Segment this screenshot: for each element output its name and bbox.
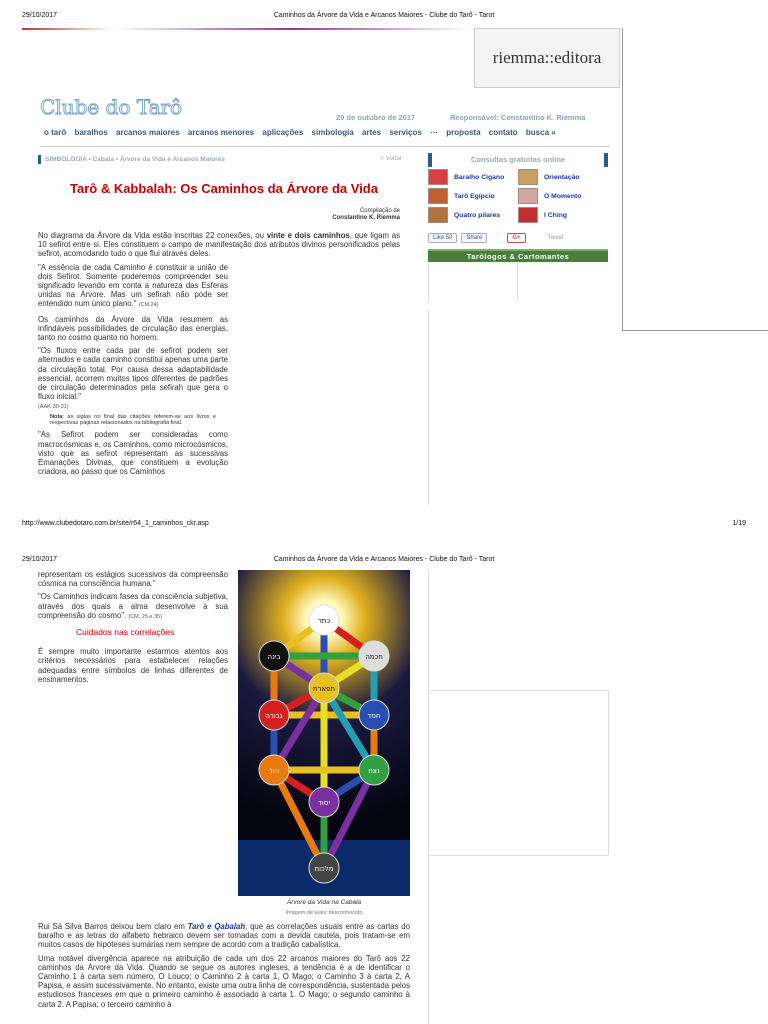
article-body-page2 [38, 570, 228, 688]
site-header [40, 95, 610, 122]
riemma-editora-ad[interactable] [474, 28, 620, 88]
iching-icon [518, 207, 538, 223]
sidebar-column-rule [428, 310, 429, 505]
ad-brand: riemma::editora [492, 48, 602, 67]
breadcrumb-marker [38, 155, 41, 164]
sidebar [428, 153, 608, 302]
consultas-title: Consultas gratuitas online [470, 155, 566, 164]
right-frame-bottom [622, 330, 768, 331]
article-body-page2-full [38, 922, 410, 1013]
nav-item-simbologia[interactable]: simbologia [311, 128, 354, 137]
header-responsavel: Responsável: Constantino K. Riemma [450, 113, 586, 122]
social-buttons [428, 233, 608, 243]
header-marker-left [428, 153, 432, 167]
nav-item-more[interactable]: ··· [430, 128, 439, 137]
tree-of-life-image [238, 570, 410, 896]
consulta-label: Baralho Cigano [454, 173, 505, 181]
sefirah-label: נצח [368, 767, 380, 775]
consulta-orientacao[interactable] [518, 169, 608, 185]
paragraph-4 [38, 922, 410, 950]
header-date: 29 de outubro de 2017 [336, 113, 416, 122]
moment-icon [518, 188, 538, 204]
print-date-2: 29/10/2017 [22, 556, 58, 563]
quote-4-ref: (CM, 25 e 35) [128, 613, 162, 620]
taro-e-qabalah-link[interactable]: Tarô e Qabalah [187, 922, 246, 931]
quote-2 [38, 346, 228, 412]
nav-item-contato[interactable]: contato [488, 128, 518, 137]
consulta-label: Quatro pilares [454, 211, 501, 219]
paragraph-intro [38, 231, 400, 259]
paragraph-3: É sempre muito importante estarmos atentos aos critérios necessários para estabelecer relações adequadas entre símbolos de linhas diferentes de ensinamentos. [38, 647, 228, 684]
nav-item-arcanos-menores[interactable]: arcanos menores [187, 128, 255, 137]
header-marker-right [604, 153, 608, 167]
egyptian-card-icon [428, 188, 448, 204]
right-frame-line [622, 28, 623, 330]
sidebar-separator-2 [428, 855, 608, 856]
nav-item-servicos[interactable]: serviços [389, 128, 422, 137]
image-caption: Árvore da Vida na Cabala [286, 899, 362, 906]
ad-divider [517, 262, 518, 300]
intro-text-c: , que ligam as 10 sefirot entre si. Eles constituem o campo de manifestação dos atributos divinos personificados pelas sefirot, acomodando tudo o que flui através deles. [38, 231, 400, 259]
quote-2-text: "Os fluxos entre cada par de sefirot podem ser alternados e cada caminho constitui apenas uma parte da circulação total. Por causa dessa adaptabilidade essencial, ocorrem muitos tipos diferentes de padrões de circulação determinados pela sefirah que gera o fluxo inicial." [38, 346, 228, 402]
back-link[interactable]: < voltar [380, 155, 402, 162]
note-label: Nota [50, 413, 63, 420]
consulta-label: Orientação [544, 173, 580, 181]
paragraph-2: Os caminhos da Árvore da Vida resumem as infindáveis possibilidades de circulação das energias, tanto no cosmo quanto no homem. [38, 314, 228, 343]
breadcrumb [38, 155, 410, 165]
nav-item-proposta[interactable]: proposta [446, 128, 481, 137]
nav-item-baralhos[interactable]: baralhos [74, 128, 108, 137]
consulta-quatro-pilares[interactable] [428, 207, 518, 223]
consulta-i-ching[interactable] [518, 207, 608, 223]
quote-4-text: "Os Caminhos indicam fases da consciência subjetiva, através dos quais a alma desenvolve a sua compreensão do cosmo". [38, 592, 228, 620]
nav-divider [40, 146, 610, 147]
consulta-label: Tarô Egípcio [454, 192, 495, 200]
consultas-grid [428, 169, 608, 223]
sefirah-label: מלכות [314, 865, 334, 873]
nav-item-artes[interactable]: artes [362, 128, 382, 137]
tweet-button[interactable]: Tweet [547, 235, 564, 241]
nav-item-aplicacoes[interactable]: aplicações [262, 128, 304, 137]
main-nav [44, 128, 562, 137]
compilation-author: Constantino K. Riemma [332, 215, 400, 221]
sidebar-right-rule [608, 690, 609, 855]
tarologos-header: Tarólogos & Cartomantes [428, 249, 608, 262]
compilation-label: Compilação de [359, 208, 400, 214]
sefirah-label: גבורה [265, 712, 283, 720]
heart-card-icon [428, 169, 448, 185]
tarot-figure-icon [518, 169, 538, 185]
pillars-icon [428, 207, 448, 223]
facebook-like-button[interactable]: Like 50 [428, 233, 457, 243]
sidebar-column-rule-2 [428, 570, 429, 1024]
consultas-header [428, 153, 608, 167]
print-date: 29/10/2017 [22, 12, 58, 19]
consulta-label: O Momento [544, 192, 582, 200]
intro-text-bold: vinte e dois caminhos [266, 231, 350, 240]
consulta-label: I Ching [544, 211, 568, 219]
note-text: : as siglas no final das citações referem-se aos livros e respectivas páginas relacionados na bibliografia final. [50, 413, 216, 427]
sefirah-label: יסוד [318, 799, 330, 807]
sefirah-label: חכמה [365, 653, 383, 661]
consulta-o-momento[interactable] [518, 188, 608, 204]
quote-2-ref: (AAK-30-31) [38, 404, 69, 411]
print-title-2: Caminhos da Árvore da Vida e Arcanos Maiores - Clube do Tarô - Tarot [273, 556, 495, 563]
tarologos-ads [428, 262, 608, 302]
print-title: Caminhos da Árvore da Vida e Arcanos Maiores - Clube do Tarô - Tarot [273, 12, 495, 19]
article-title: Tarô & Kabbalah: Os Caminhos da Árvore da Vida [70, 181, 378, 196]
google-plus-button[interactable]: G+ [507, 233, 525, 243]
compilation-credit [250, 208, 400, 222]
sefirah-label: הוד [268, 767, 280, 775]
print-url: http://www.clubedotaro.com.br/site/r64_1_caminhos_ckr.asp [22, 520, 209, 527]
nav-item-o-taro[interactable]: o tarô [44, 128, 67, 137]
sefirah-label: חסד [367, 712, 381, 720]
note [50, 414, 216, 427]
print-page-number: 1/19 [732, 520, 746, 527]
quote-1 [38, 263, 228, 311]
p4-text-b: , que as correlações usuais entre as cartas do baralho e as letras do alfabeto hebraico devem ser tomadas com a devida cautela, pois tratam-se em muitos casos de hipóteses sumárias nem sempre de acordo com a tradição cabalística. [38, 922, 410, 950]
site-logo[interactable]: Clube do Tarô [40, 95, 183, 119]
consulta-taro-egipcio[interactable] [428, 188, 518, 204]
article-body-page1 [38, 231, 400, 480]
quote-3-continued: representam os estágios sucessivos da compreensão cósmica na consciência humana." [38, 570, 228, 589]
quote-3: "As Sefirot podem ser consideradas como macrocósmicas e, os Caminhos, como microcósmicos, visto que as sefirot representam as sucessivas Emanações Divinas, que constituem a evolução criadora, ao passo que os Caminhos [38, 430, 228, 477]
facebook-share-button[interactable]: Share [461, 233, 487, 243]
nav-item-arcanos-maiores[interactable]: arcanos maiores [116, 128, 180, 137]
sidebar-separator-1 [428, 690, 608, 691]
quote-4 [38, 592, 228, 622]
header-accent-line [22, 28, 472, 30]
intro-text-a: No diagrama da Árvore da Vida estão inscritas 22 conexões, ou [38, 231, 267, 240]
quote-1-text: "A essência de cada Caminho é constituir a união de dois Sefirot. Somente poderemos compreender seu significado levando em conta a natureza das Esferas unidas na Árvore. Mas um sefirah não pode ser entendido num único plano." [38, 262, 228, 309]
breadcrumb-path[interactable]: SIMBOLOGIA • Cabala • Árvore da Vida e Arcanos Maiores [45, 156, 225, 164]
image-credit: Imagem de autor desconhecido [285, 910, 363, 916]
sefirah-label: תפארת [312, 685, 336, 693]
p4-text-a: Rui Sá Silva Barros deixou bem claro em [38, 922, 188, 931]
tree-of-life-svg [238, 570, 410, 896]
paragraph-5: Uma notável divergência aparece na atribuição de cada um dos 22 arcanos maiores do Tarô aos 22 caminhos da Árvore da Vida. Quando se segue os autores ingleses, a tendência é a de identificar o Caminho 1 à carta sem número, O Louco; o Caminho 2 à carta 1, O Mago; o Caminho 3 à carta 2, A Papisa, e assim sucessivamente. No entanto, existe uma outra linha de correspondência, sustentada pelos estudiosos franceses em que o primeiro caminho é associado à carta 1. O Mago; o segundo caminho à carta 2. A Papisa; o terceiro caminho à [38, 953, 410, 1009]
sefirah-label: כתר [317, 617, 331, 625]
nav-item-busca[interactable]: busca » [525, 128, 556, 137]
sefirah-label: בינה [267, 653, 281, 661]
print-footer [22, 520, 746, 527]
consulta-baralho-cigano[interactable] [428, 169, 518, 185]
quote-1-ref: (CM,24) [138, 302, 159, 309]
section-subtitle: Cuidados nas correlações [76, 627, 175, 638]
